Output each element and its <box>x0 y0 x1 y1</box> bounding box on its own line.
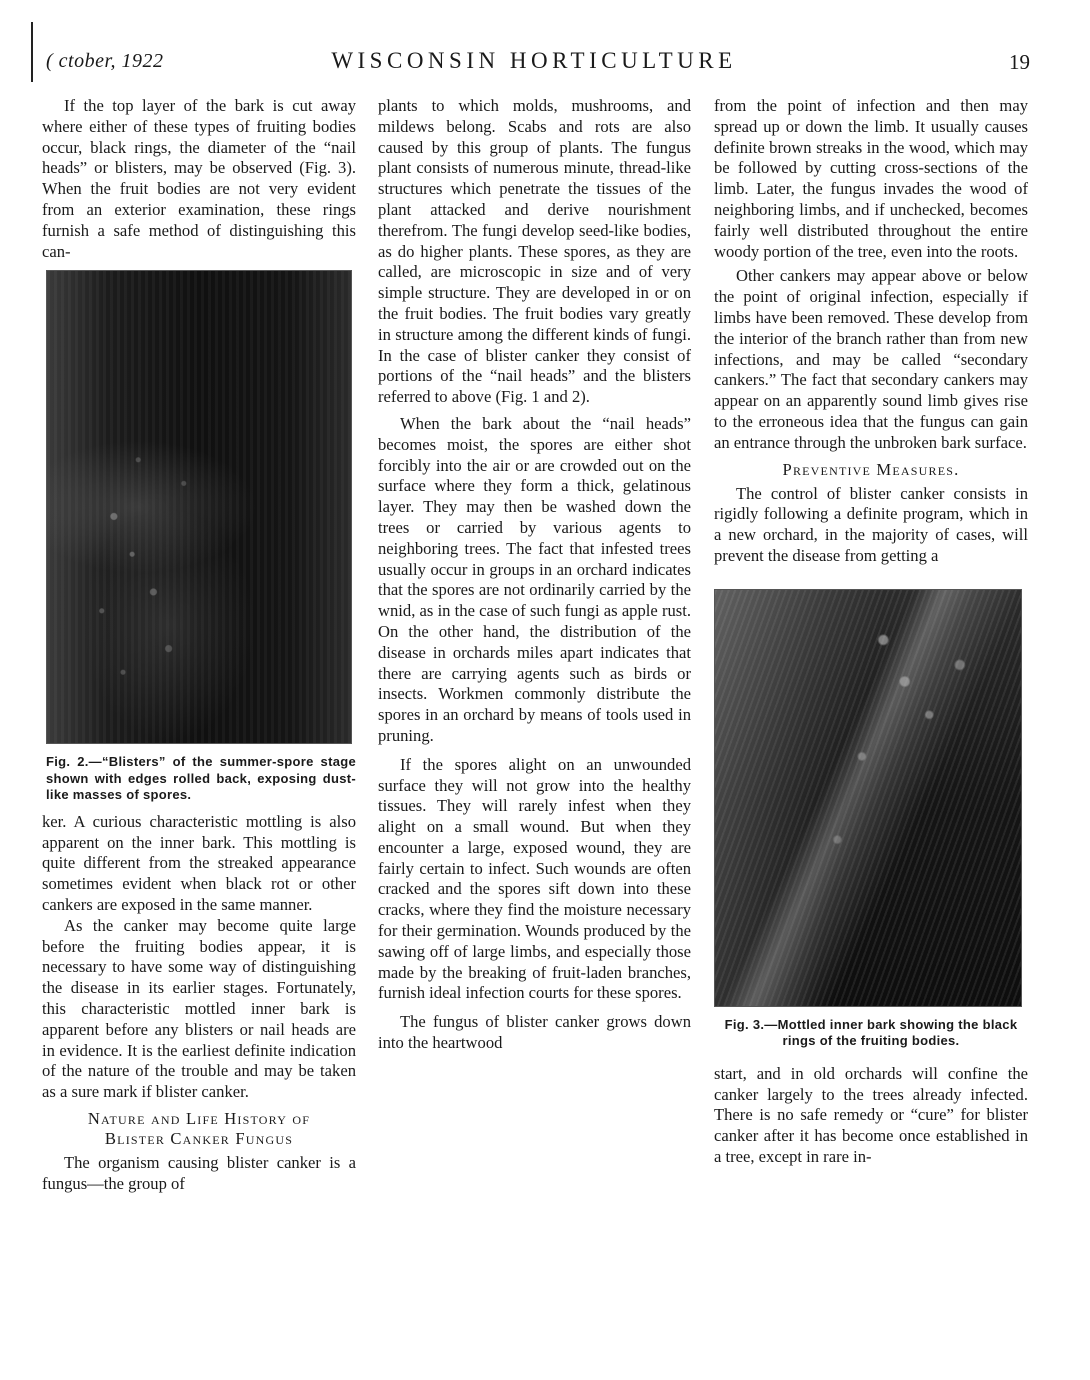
figure-3-caption: Fig. 3.—Mottled inner bark showing the black rings of the fruiting bodies. <box>724 1016 1018 1049</box>
col3-paragraph-4: start, and in old orchards will confine the canker largely to the trees already infected. There is no safe remedy or “cure” for blister canker after it has become once established in a tree, except in rare in- <box>714 1063 1028 1166</box>
col2-paragraph-2: When the bark about the “nail heads” becomes moist, the spores are either shot forcibly into the air or are crowded out on the surface where they form a thick, gelatinous layer. They may then be washed down the trees or carried by various agents to neighboring trees. The fact that infested trees usually occur in groups in an orchard indicates that the spores are not ordinarily carried by the wnid, as in the case of such fungi as apple rust. On the other hand, the distribution of the disease in orchards miles apart indicates that there are carrying agents such as birds or insects. Workmen commonly distribute the spores in an orchard by means of tools used in pruning. <box>378 413 691 745</box>
figure-2-photo <box>46 270 352 744</box>
figure-3-photo <box>714 589 1022 1007</box>
col3-paragraph-2: Other cankers may appear above or below the point of original infection, especially if limbs have been removed. These develop from the interior of the branch rather than from new infections, and may be called “secondary cankers.” The fact that secondary cankers may appear on an apparently sound limb gives rise to the erroneous idea that the fungus can gain an entrance through the unbroken bark surface. <box>714 266 1028 452</box>
section-heading-preventive: Preventive Measures. <box>782 459 960 479</box>
journal-title: WISCONSIN HORTICULTURE <box>331 48 737 73</box>
col2-paragraph-1: plants to which molds, mushrooms, and mildews belong. Scabs and rots are also caused by this group of plants. The fungus plant consists of numerous minute, thread-like structures which penetrate the tissues of the plant attacked and derive nourishment therefrom. The fungi develop seed-like bodies, as do higher plants. These spores, as they are called, are microscopic in size and of very simple structure. They are developed in or on the fruit bodies. The fruit bodies vary greatly in structure among the different kinds of fungi. In the case of blister canker they consist of portions of the “nail heads” and the blisters referred to above (Fig. 1 and 2). <box>378 96 691 407</box>
figure-2-caption: Fig. 2.—“Blisters” of the summer-spore stage shown with edges rolled back, exposing dust-like masses of spores. <box>46 754 356 803</box>
blister-texture <box>47 271 351 743</box>
section-heading-life-history <box>42 1109 356 1149</box>
issue-date: ( ctober, 1922 <box>46 50 164 72</box>
col2-paragraph-3: If the spores alight on an unwounded surface they will not grow into the healthy tissues. They will rarely infest when they alight on a small wound. But when they encounter a large, exposed wound, they are fairly certain to infect. Such wounds are often cracked and the spores sift down into these cracks, where they find the moisture necessary for their germination. Wounds produced by the sawing off of large limbs, and especially those made by the breaking of fruit-laden branches, furnish ideal infection courts for these spores. <box>378 754 691 1003</box>
column-1 <box>42 96 356 1195</box>
col1-paragraph-3: As the canker may become quite large before the fruiting bodies appear, it is necessary to have some way of distinguishing the disease in its earlier stages. Fortunately, this characteristic mottled inner bark is apparent before any blisters or nail heads are in evidence. It is the earliest definite indication of the nature of the trouble and may be taken as a sure mark if blister canker. <box>42 915 356 1102</box>
col1-paragraph-2: ker. A curious characteristic mottling is also apparent on the inner bark. This mottling is quite different from the streaked appearance sometimes evident when black rot or other cankers are exposed in the same manner. <box>42 811 356 915</box>
heading-line-2: Blister Canker Fungus <box>104 1129 294 1149</box>
column-2 <box>378 96 691 1054</box>
margin-rule <box>31 22 33 82</box>
page-number: 19 <box>1009 50 1030 74</box>
running-header <box>38 48 1030 82</box>
col1-paragraph-1: If the top layer of the bark is cut away where either of these types of fruiting bodies occur, black rings, the diameter of the “nail heads” or blisters, may be observed (Fig. 3). When the fruit bodies are not very evident from an exterior examination, these rings furnish a safe method of distinguishing this can- <box>42 96 356 261</box>
col3-paragraph-3: The control of blister canker consists in rigidly following a definite program, which in a new orchard, in the majority of cases, will prevent the disease from getting a <box>714 483 1028 565</box>
col2-paragraph-4: The fungus of blister canker grows down into the heartwood <box>378 1012 691 1053</box>
fruiting-body-rings <box>715 590 1021 1006</box>
col3-paragraph-1: from the point of infection and then may spread up or down the limb. It usually causes definite brown streaks in the wood, which may be followed by cutting cross-sections of the limb. Later, the fungus invades the wood of neighboring limbs, and if unchecked, becomes fairly well distributed throughout the entire woody portion of the tree, even into the roots. <box>714 96 1028 261</box>
heading-line-1: Nature and Life History of <box>87 1109 311 1129</box>
col1-paragraph-4: The organism causing blister canker is a fungus—the group of <box>42 1153 356 1193</box>
column-3 <box>714 96 1028 1168</box>
